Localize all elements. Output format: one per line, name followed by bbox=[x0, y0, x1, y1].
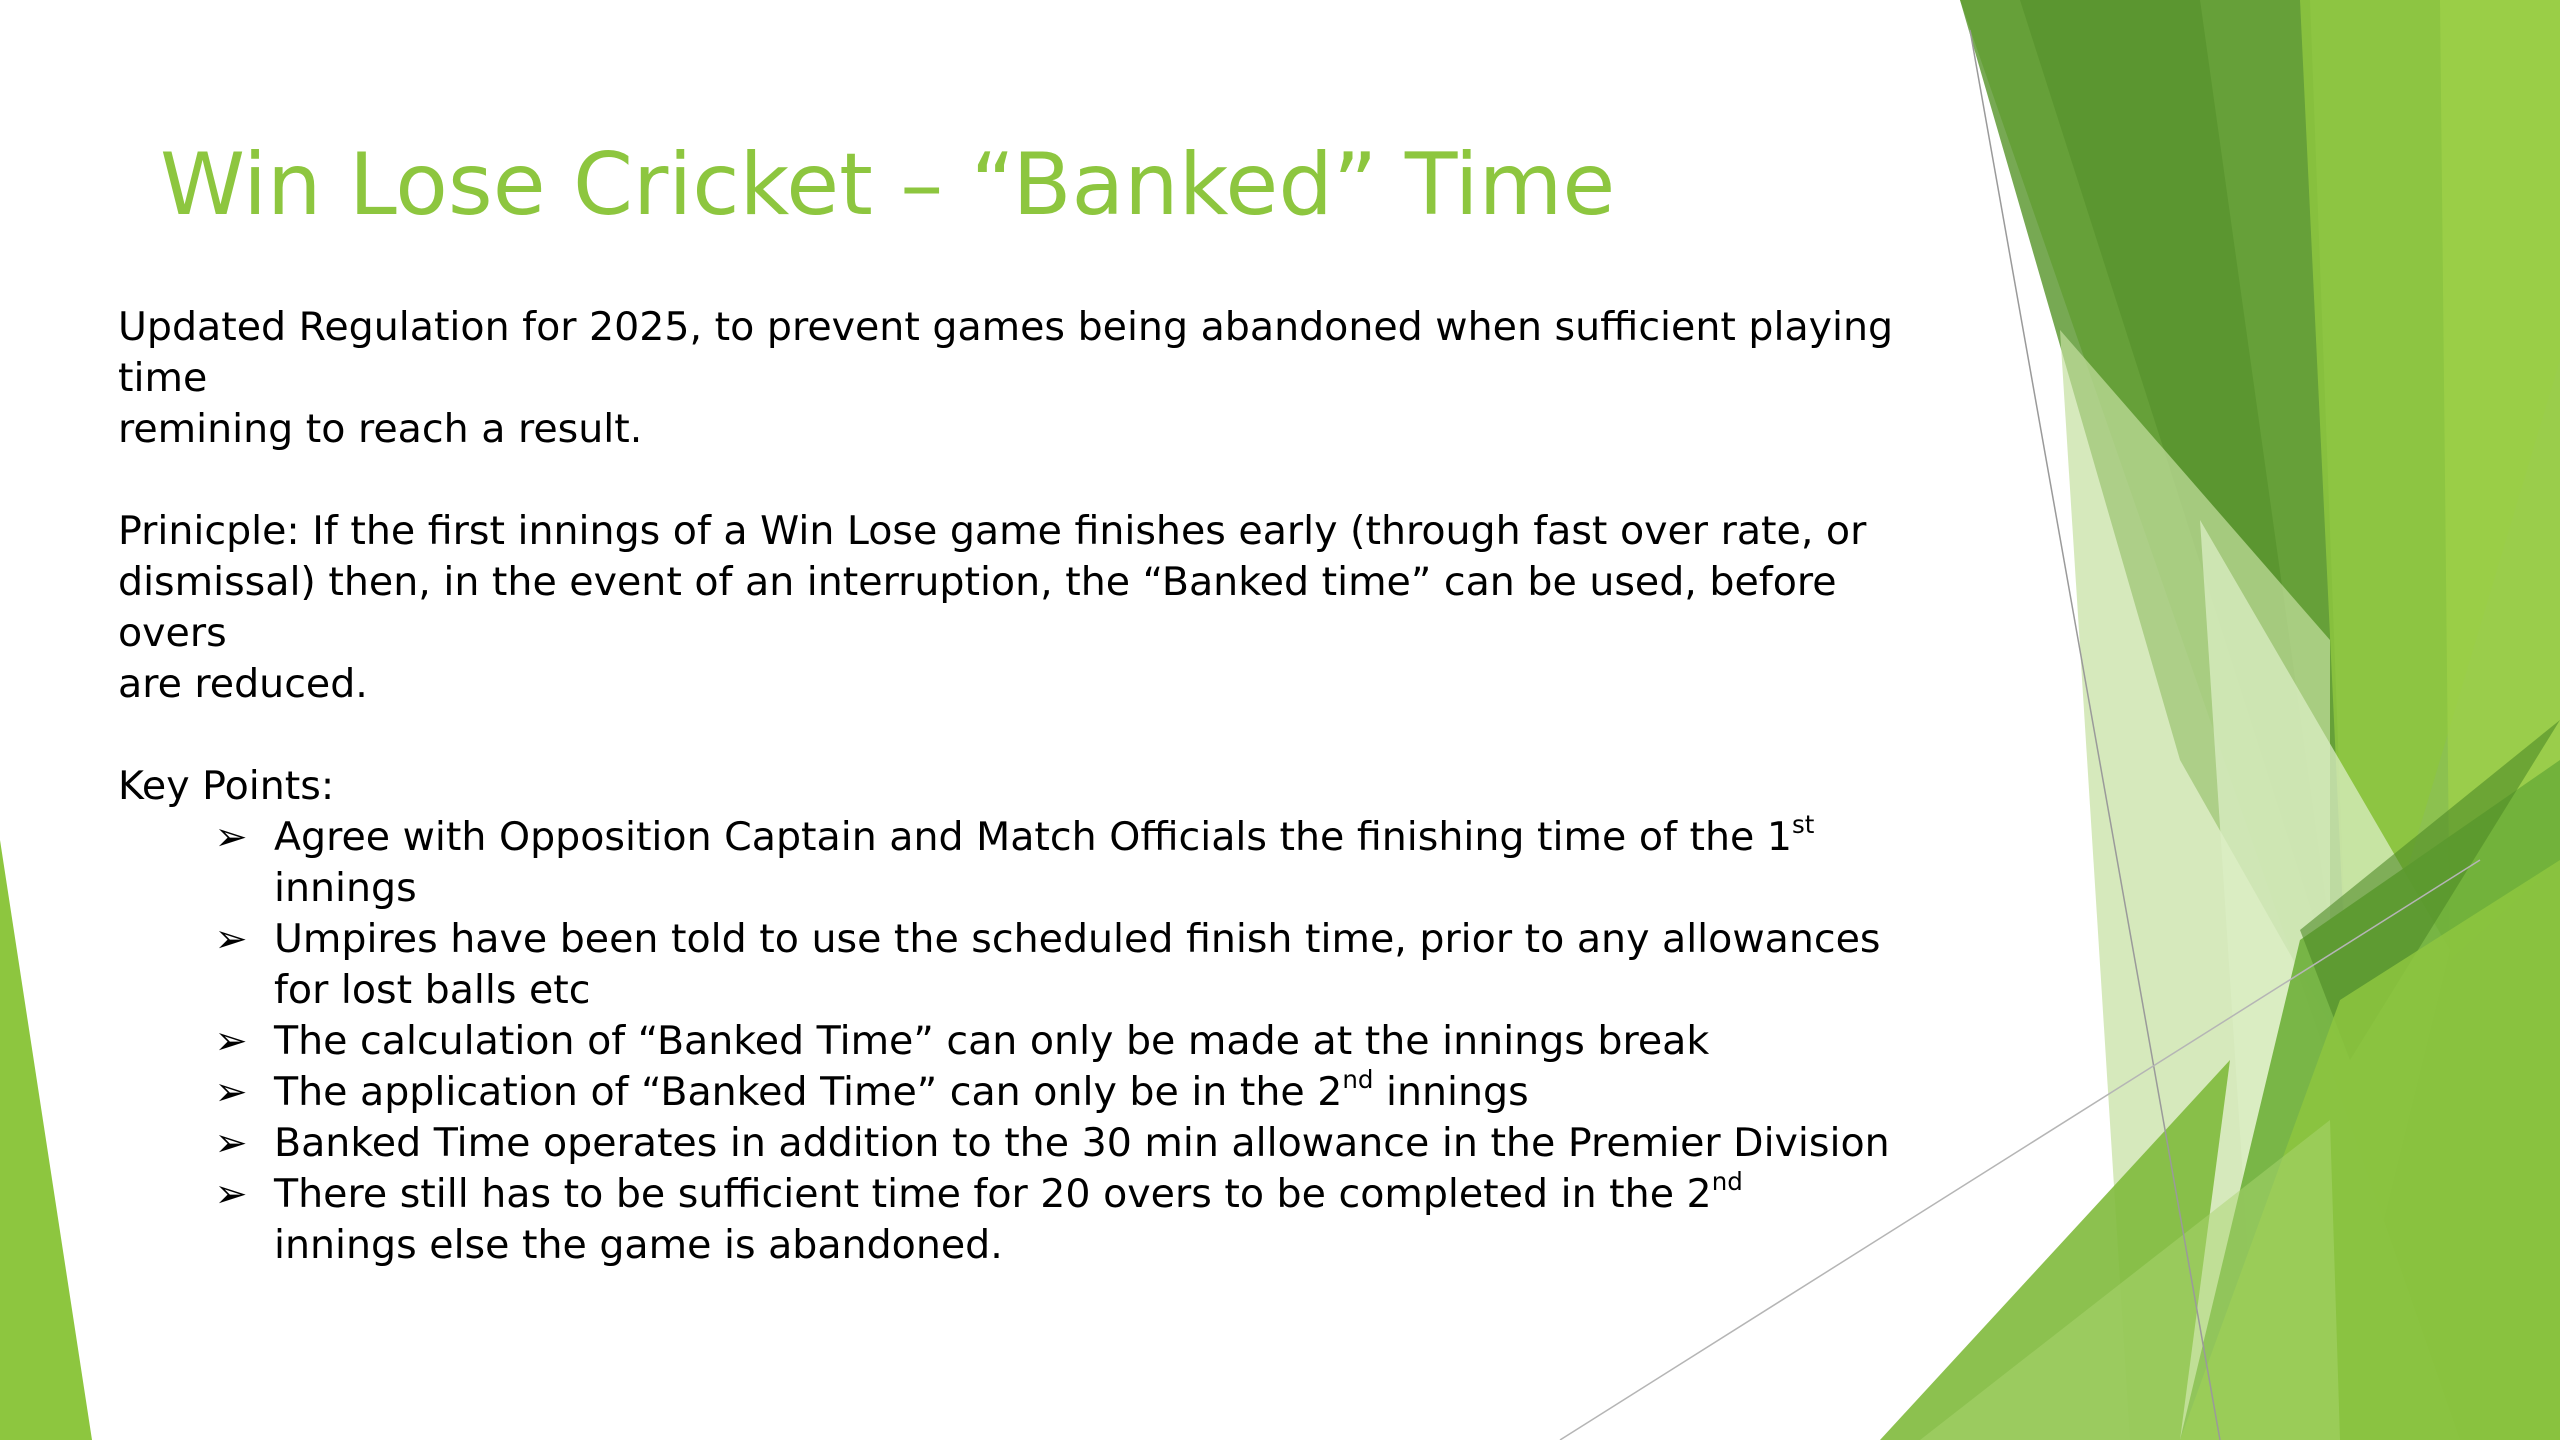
ordinal-suffix: st bbox=[1791, 809, 1815, 839]
key-point-item bbox=[214, 914, 1948, 1016]
key-points-heading: Key Points: bbox=[118, 763, 335, 809]
key-point-text: The calculation of “Banked Time” can only be made at the innings break bbox=[274, 1018, 1710, 1064]
key-point-text: Banked Time operates in addition to the 30 min allowance in the Premier Division bbox=[274, 1120, 1890, 1166]
intro-paragraph bbox=[118, 302, 1948, 455]
arrow-bullet-icon: ➢ bbox=[214, 916, 248, 962]
principle-paragraph bbox=[118, 506, 1948, 710]
arrow-bullet-icon: ➢ bbox=[214, 1120, 248, 1166]
slide-body bbox=[118, 302, 1948, 1271]
key-point-text-cont: innings bbox=[1373, 1069, 1529, 1115]
key-point-text-cont: innings bbox=[274, 865, 417, 911]
key-point-item bbox=[214, 1118, 1948, 1169]
key-point-text-cont: innings else the game is abandoned. bbox=[274, 1222, 1003, 1268]
key-point-item bbox=[214, 1166, 1948, 1271]
key-point-item bbox=[214, 1064, 1948, 1118]
arrow-bullet-icon: ➢ bbox=[214, 814, 248, 860]
key-points-list bbox=[118, 809, 1948, 1271]
ordinal-suffix: nd bbox=[1711, 1166, 1743, 1196]
arrow-bullet-icon: ➢ bbox=[214, 1069, 248, 1115]
intro-line-1: Updated Regulation for 2025, to prevent games being abandoned when sufficient playing time bbox=[118, 304, 1894, 401]
intro-line-2: remining to reach a result. bbox=[118, 406, 643, 452]
slide-title: Win Lose Cricket – “Banked” Time bbox=[160, 135, 1616, 235]
ordinal-suffix: nd bbox=[1342, 1064, 1374, 1094]
principle-line-1: Prinicple: If the first innings of a Win Lose game finishes early (through fast over rate, or bbox=[118, 508, 1867, 554]
key-point-text: Umpires have been told to use the scheduled finish time, prior to any allowances bbox=[274, 916, 1881, 962]
key-point-text-cont: for lost balls etc bbox=[274, 967, 591, 1013]
arrow-bullet-icon: ➢ bbox=[214, 1171, 248, 1217]
key-point-text: There still has to be sufficient time for 20 overs to be completed in the 2 bbox=[274, 1171, 1712, 1217]
arrow-bullet-icon: ➢ bbox=[214, 1018, 248, 1064]
paragraph-spacer bbox=[118, 455, 1948, 506]
key-point-text: Agree with Opposition Captain and Match Officials the finishing time of the 1 bbox=[274, 814, 1792, 860]
key-point-item bbox=[214, 1016, 1948, 1067]
key-point-text: The application of “Banked Time” can only be in the 2 bbox=[274, 1069, 1343, 1115]
principle-line-3: are reduced. bbox=[118, 661, 368, 707]
paragraph-spacer bbox=[118, 710, 1948, 761]
key-point-item bbox=[214, 809, 1948, 914]
principle-line-2: dismissal) then, in the event of an interruption, the “Banked time” can be used, before overs bbox=[118, 559, 1837, 656]
